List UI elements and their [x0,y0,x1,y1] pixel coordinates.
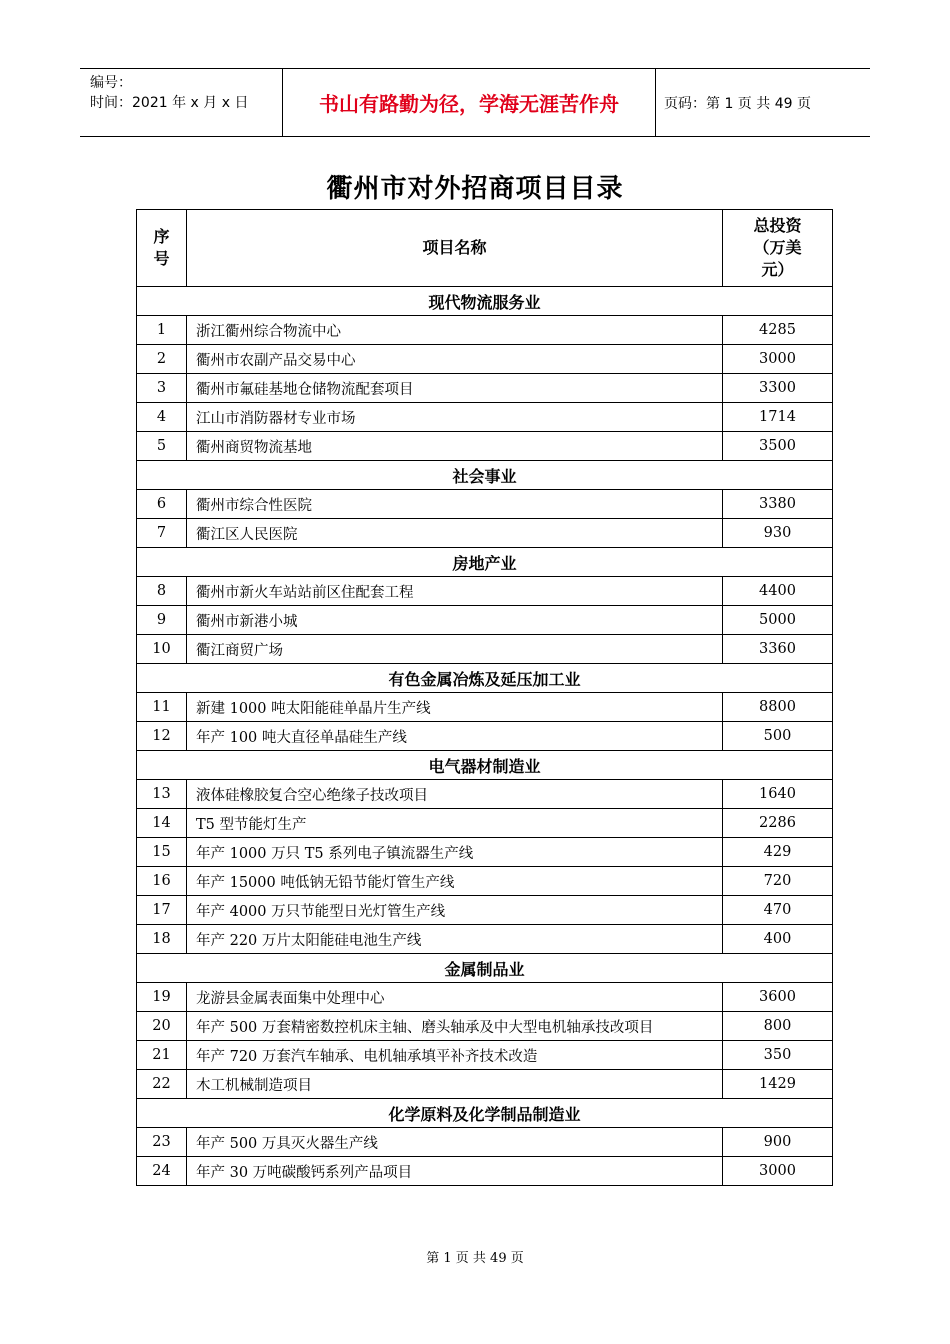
table-row [137,316,833,345]
row-number: 8 [137,577,187,606]
row-number: 17 [137,896,187,925]
row-number: 22 [137,1070,187,1099]
header-motto: 书山有路勤为径，学海无涯苦作舟 [282,69,656,136]
row-number: 18 [137,925,187,954]
investment-amount: 930 [723,519,833,548]
investment-amount: 4400 [723,577,833,606]
row-number: 19 [137,983,187,1012]
project-name: 年产 500 万套精密数控机床主轴、磨头轴承及中大型电机轴承技改项目 [187,1012,723,1041]
header-no: 序号 [137,210,187,287]
row-number: 10 [137,635,187,664]
header-meta [80,69,282,136]
investment-amount: 4285 [723,316,833,345]
investment-amount: 1429 [723,1070,833,1099]
table-row [137,867,833,896]
category-label: 化学原料及化学制品制造业 [137,1099,833,1128]
project-name: 年产 15000 吨低钠无铅节能灯管生产线 [187,867,723,896]
project-name: 衢江商贸广场 [187,635,723,664]
table-row [137,925,833,954]
row-number: 1 [137,316,187,345]
row-number: 16 [137,867,187,896]
table-row [137,809,833,838]
document-title: 衢州市对外招商项目目录 [326,174,624,204]
category-row [137,751,833,780]
row-number: 6 [137,490,187,519]
row-number: 3 [137,374,187,403]
table-row [137,1157,833,1186]
row-number: 2 [137,345,187,374]
row-number: 24 [137,1157,187,1186]
project-table [136,209,833,1186]
project-name: 新建 1000 吨太阳能硅单晶片生产线 [187,693,723,722]
investment-amount: 3600 [723,983,833,1012]
category-row [137,287,833,316]
row-number: 23 [137,1128,187,1157]
category-label: 社会事业 [137,461,833,490]
investment-amount: 720 [723,867,833,896]
project-name: 浙江衢州综合物流中心 [187,316,723,345]
category-label: 有色金属冶炼及延压加工业 [137,664,833,693]
table-row [137,519,833,548]
table-row [137,490,833,519]
project-name: 衢州市综合性医院 [187,490,723,519]
category-row [137,548,833,577]
table-row [137,983,833,1012]
row-number: 5 [137,432,187,461]
project-name: 年产 30 万吨碳酸钙系列产品项目 [187,1157,723,1186]
investment-amount: 3000 [723,345,833,374]
category-row [137,461,833,490]
investment-amount: 900 [723,1128,833,1157]
project-name: 衢州市新火车站站前区住配套工程 [187,577,723,606]
investment-amount: 3380 [723,490,833,519]
page-footer: 第 1 页 共 49 页 [426,1251,524,1266]
investment-amount: 500 [723,722,833,751]
table-row [137,896,833,925]
table-row [137,606,833,635]
project-name: T5 型节能灯生产 [187,809,723,838]
project-name: 年产 500 万具灭火器生产线 [187,1128,723,1157]
row-number: 4 [137,403,187,432]
category-label: 金属制品业 [137,954,833,983]
table-row [137,635,833,664]
header-name: 项目名称 [187,210,723,287]
project-name: 年产 4000 万只节能型日光灯管生产线 [187,896,723,925]
table-row [137,345,833,374]
investment-amount: 8800 [723,693,833,722]
project-name: 衢州市氟硅基地仓储物流配套项目 [187,374,723,403]
investment-amount: 800 [723,1012,833,1041]
page-header [80,68,870,137]
investment-amount: 5000 [723,606,833,635]
investment-amount: 3360 [723,635,833,664]
table-header-row [137,210,833,287]
table-body [137,287,833,1186]
row-number: 21 [137,1041,187,1070]
row-number: 9 [137,606,187,635]
project-name: 年产 100 吨大直径单晶硅生产线 [187,722,723,751]
investment-amount: 3000 [723,1157,833,1186]
row-number: 15 [137,838,187,867]
table-row [137,838,833,867]
row-number: 12 [137,722,187,751]
category-label: 电气器材制造业 [137,751,833,780]
project-name: 江山市消防器材专业市场 [187,403,723,432]
row-number: 20 [137,1012,187,1041]
table-row [137,403,833,432]
table-row [137,722,833,751]
project-name: 龙游县金属表面集中处理中心 [187,983,723,1012]
row-number: 13 [137,780,187,809]
project-name: 液体硅橡胶复合空心绝缘子技改项目 [187,780,723,809]
investment-amount: 350 [723,1041,833,1070]
investment-amount: 429 [723,838,833,867]
category-label: 房地产业 [137,548,833,577]
investment-amount: 1714 [723,403,833,432]
table-row [137,693,833,722]
row-number: 7 [137,519,187,548]
category-row [137,664,833,693]
project-name: 衢州市农副产品交易中心 [187,345,723,374]
table-row [137,374,833,403]
project-name: 年产 720 万套汽车轴承、电机轴承填平补齐技术改造 [187,1041,723,1070]
time-label: 时间：2021 年 x 月 x 日 [90,95,249,111]
header-page-label: 页码：第 1 页 共 49 页 [664,95,811,112]
project-name: 衢州市新港小城 [187,606,723,635]
project-name: 衢州商贸物流基地 [187,432,723,461]
table-row [137,1070,833,1099]
investment-amount: 400 [723,925,833,954]
table-row [137,432,833,461]
investment-amount: 3300 [723,374,833,403]
category-label: 现代物流服务业 [137,287,833,316]
project-name: 年产 220 万片太阳能硅电池生产线 [187,925,723,954]
investment-amount: 3500 [723,432,833,461]
category-row [137,954,833,983]
table-row [137,780,833,809]
project-name: 衢江区人民医院 [187,519,723,548]
project-name: 年产 1000 万只 T5 系列电子镇流器生产线 [187,838,723,867]
row-number: 14 [137,809,187,838]
investment-amount: 470 [723,896,833,925]
header-amount: 总投资（万美元） [723,210,833,287]
table-row [137,1128,833,1157]
table-row [137,1012,833,1041]
table-row [137,577,833,606]
table-row [137,1041,833,1070]
category-row [137,1099,833,1128]
project-name: 木工机械制造项目 [187,1070,723,1099]
serial-label: 编号： [90,75,132,91]
row-number: 11 [137,693,187,722]
investment-amount: 2286 [723,809,833,838]
investment-amount: 1640 [723,780,833,809]
